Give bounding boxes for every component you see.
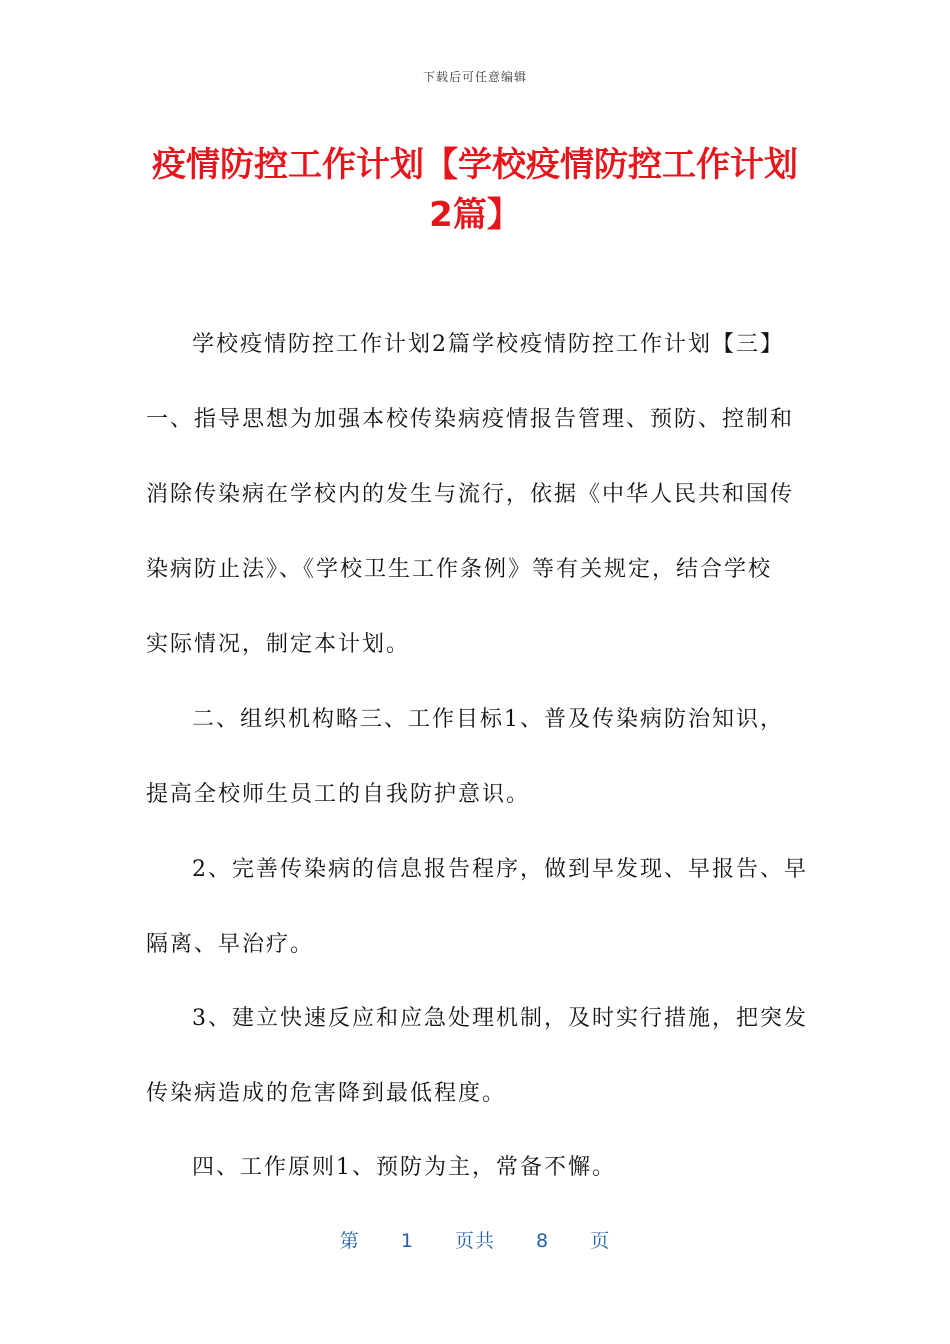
paragraph-2 [146, 382, 806, 682]
paragraph-line: 3、建立快速反应和应急处理机制，及时实行措施，把突发 [192, 1006, 808, 1031]
paragraph-line: 传染病造成的危害降到最低程度。 [146, 1081, 507, 1106]
page-footer [0, 1226, 950, 1253]
paragraph-line: 四、工作原则1、预防为主，常备不懈。 [192, 1155, 616, 1180]
header-note: 下载后可任意编辑 [422, 70, 527, 84]
paragraph-1 [146, 307, 806, 382]
paragraph-4 [146, 832, 806, 982]
paragraph-3 [146, 682, 806, 832]
footer-suffix: 页 [590, 1230, 611, 1252]
paragraph-line: 学校疫情防控工作计划2篇学校疫情防控工作计划【三】 [192, 332, 784, 357]
paragraph-line: 染病防止法》、《学校卫生工作条例》等有关规定，结合学校 [146, 557, 773, 582]
footer-page-number: 1 [400, 1230, 414, 1252]
paragraph-line: 消除传染病在学校内的发生与流行，依据《中华人民共和国传 [146, 482, 795, 507]
paragraph-line: 提高全校师生员工的自我防护意识。 [146, 782, 531, 807]
paragraph-6 [146, 1130, 806, 1205]
paragraph-line: 一、指导思想为加强本校传染病疫情报告管理、预防、控制和 [146, 407, 795, 432]
title-line-1: 疫情防控工作计划【学校疫情防控工作计划 [152, 145, 798, 185]
paragraph-line: 二、组织机构略三、工作目标1、普及传染病防治知识， [192, 707, 784, 732]
footer-middle: 页共 [454, 1230, 495, 1252]
footer-prefix: 第 [339, 1230, 360, 1252]
footer-total-pages: 8 [536, 1230, 550, 1252]
paragraph-line: 隔离、早治疗。 [146, 932, 315, 957]
paragraph-line: 2、完善传染病的信息报告程序，做到早发现、早报告、早 [192, 857, 808, 882]
title-line-2: 2篇】 [429, 195, 521, 235]
document-title [120, 140, 830, 240]
paragraph-line: 实际情况，制定本计划。 [146, 632, 411, 657]
paragraph-5 [146, 981, 806, 1131]
